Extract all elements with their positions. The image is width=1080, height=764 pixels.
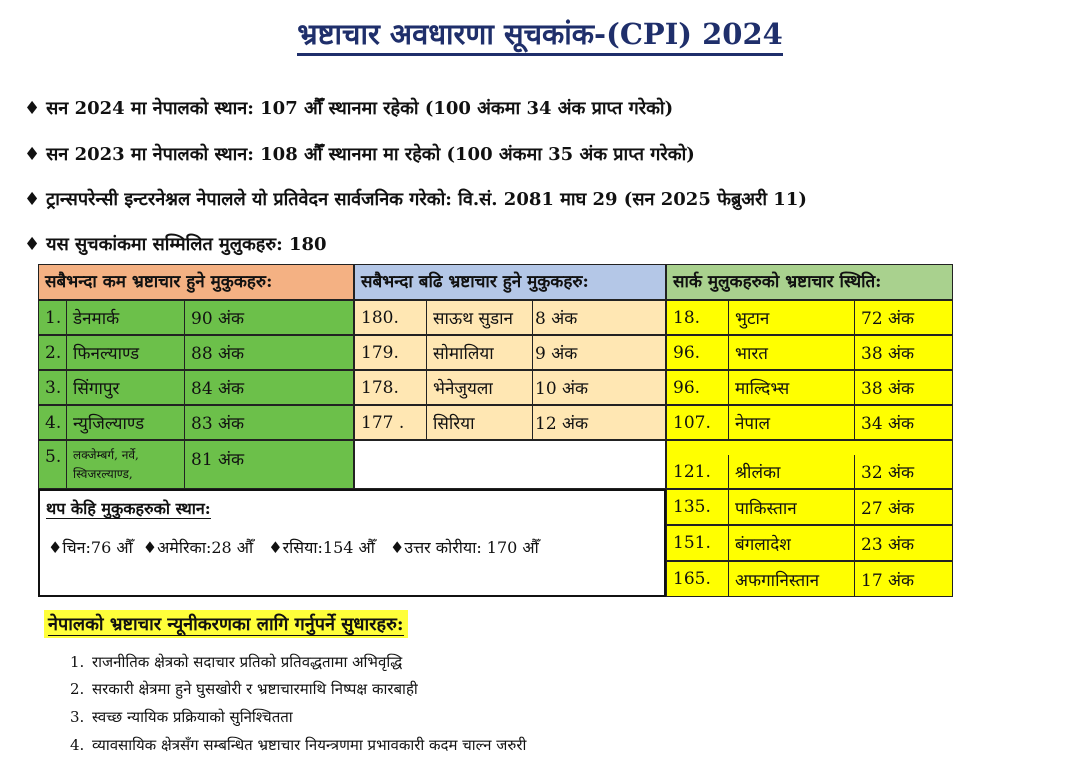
table-row: 180. साऊथ सुडान 8 अंक	[354, 300, 666, 335]
table-row: 1. डेनमार्क 90 अंक	[38, 300, 354, 335]
other-countries-box	[38, 489, 666, 597]
least-corrupt-header: सबैभन्दा कम भ्रष्टाचार हुने मुकुकहरु:	[38, 264, 354, 300]
diamond-bullet-icon: ♦	[24, 234, 41, 255]
other-countries-list	[48, 536, 549, 558]
table-row: 4. न्युजिल्याण्ड 83 अंक	[38, 405, 354, 440]
list-item: 4. व्यावसायिक क्षेत्रसँग सम्बन्धित भ्रष्टाचार नियन्त्रणमा प्रभावकारी कदम चाल्न जरुरी	[70, 736, 527, 754]
table-row: 178. भेनेजुयला 10 अंक	[354, 370, 666, 405]
fact-item: ♦ ट्रान्सपरेन्सी इन्टरनेश्नल नेपालले यो प्रतिवेदन सार्वजनिक गरेको: वि.सं. 2081 माघ 29 (सन 2025 फेब्रुअरी 11)	[24, 189, 807, 210]
table-row: 96. भारत 38 अंक	[666, 335, 953, 370]
fact-item: ♦ यस सुचकांकमा सम्मिलित मुलुकहरु: 180	[24, 234, 327, 255]
table-row: 121. श्रीलंका 32 अंक	[666, 440, 953, 489]
table-row: 3. सिंगापुर 84 अंक	[38, 370, 354, 405]
list-item: ♦चिन:76 औँ	[48, 538, 133, 557]
table-row: 165. अफगानिस्तान 17 अंक	[666, 561, 953, 597]
list-item: 3. स्वच्छ न्यायिक प्रक्रियाको सुनिश्चितता	[70, 708, 293, 726]
most-corrupt-header: सबैभन्दा बढि भ्रष्टाचार हुने मुकुकहरु:	[354, 264, 666, 300]
page-title: भ्रष्टाचार अवधारणा सूचकांक-(CPI) 2024	[0, 14, 1080, 53]
list-item: ♦रसिया:154 औँ	[263, 538, 375, 557]
diamond-bullet-icon: ♦	[24, 189, 41, 210]
table-row: 96. माल्दिभ्स 38 अंक	[666, 370, 953, 405]
list-item: 1. राजनीतिक क्षेत्रको सदाचार प्रतिको प्रतिवद्धतामा अभिवृद्धि	[70, 653, 403, 671]
table-row: 2. फिनल्याण्ड 88 अंक	[38, 335, 354, 370]
diamond-bullet-icon: ♦	[24, 98, 41, 119]
diamond-bullet-icon: ♦	[24, 144, 41, 165]
table-row: 5. लक्जेम्बर्ग, नर्वे, स्विजरल्याण्ड, 81 अंक	[38, 440, 354, 489]
table-row: 179. सोमालिया 9 अंक	[354, 335, 666, 370]
fact-item: ♦ सन 2024 मा नेपालको स्थान: 107 औँ स्थानमा रहेको (100 अंकमा 34 अंक प्राप्त गरेको)	[24, 98, 674, 119]
saarc-header: सार्क मुलुकहरुको भ्रष्टाचार स्थिति:	[666, 264, 953, 300]
table-row: 177 . सिरिया 12 अंक	[354, 405, 666, 440]
table-row: 18. भुटान 72 अंक	[666, 300, 953, 335]
reforms-header: नेपालको भ्रष्टाचार न्यूनीकरणका लागि गर्नुपर्ने सुधारहरु:	[44, 610, 408, 638]
list-item: ♦उत्तर कोरीया: 170 औँ	[384, 538, 539, 557]
other-countries-header: थप केहि मुकुकहरुको स्थान:	[46, 499, 211, 518]
list-item: ♦अमेरिका:28 औँ	[142, 538, 254, 557]
table-row: 107. नेपाल 34 अंक	[666, 405, 953, 440]
fact-item: ♦ सन 2023 मा नेपालको स्थान: 108 औँ स्थानमा मा रहेको (100 अंकमा 35 अंक प्राप्त गरेको)	[24, 144, 695, 165]
table-row: 135. पाकिस्तान 27 अंक	[666, 489, 953, 525]
list-item: 2. सरकारी क्षेत्रमा हुने घुसखोरी र भ्रष्टाचारमाथि निष्पक्ष कारबाही	[70, 680, 418, 698]
table-row: 151. बंगलादेश 23 अंक	[666, 525, 953, 561]
empty-cell	[354, 440, 666, 489]
